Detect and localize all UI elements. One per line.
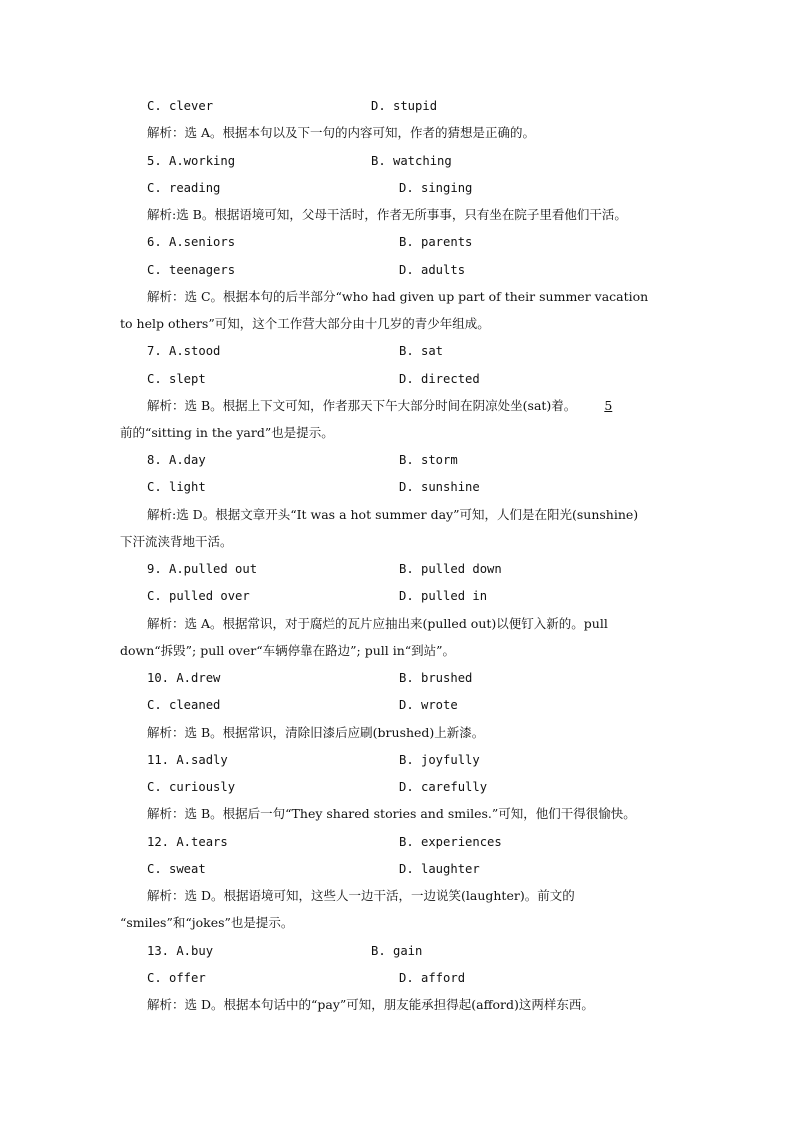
explanation-text: 解析：选 B。根据后一句“They shared stories and smiles.”可知，他们干得很愉快。	[147, 806, 636, 821]
blank-number: 5	[604, 398, 613, 413]
option-b: B. storm	[399, 453, 458, 467]
option-d: D. directed	[399, 372, 480, 386]
explanation-text-main: 解析：选 B。根据上下文可知，作者那天下午大部分时间在阴凉处坐(sat)着。	[147, 398, 577, 413]
explanation-text: 解析：选 A。根据常识，对于腐烂的瓦片应抽出来(pulled out)以便钉入新的。pull	[147, 616, 608, 631]
option-b: B. watching	[371, 154, 452, 168]
option-c: C. light	[147, 480, 206, 494]
option-b: B. pulled down	[399, 562, 502, 576]
option-d: D. laughter	[399, 862, 480, 876]
option-b: B. gain	[371, 944, 423, 958]
option-c: C. pulled over	[147, 589, 250, 603]
option-d: D. pulled in	[399, 589, 488, 603]
question-option-a: 11. A.sadly	[147, 753, 228, 767]
explanation-text: 解析：选 B。根据常识，清除旧漆后应刷(brushed)上新漆。	[147, 725, 485, 740]
option-c: C. teenagers	[147, 263, 236, 277]
option-b: B. joyfully	[399, 753, 480, 767]
option-d: D. carefully	[399, 780, 488, 794]
option-c: C. slept	[147, 372, 206, 386]
question-option-a: 7. A.stood	[147, 344, 221, 358]
option-b: B. experiences	[399, 835, 502, 849]
option-c: C. offer	[147, 971, 206, 985]
option-d: D. singing	[399, 181, 473, 195]
explanation-text: 解析:选 D。根据文章开头“It was a hot summer day”可知，人们是在阳光(sunshine)	[147, 507, 639, 522]
question-option-a: 10. A.drew	[147, 671, 221, 685]
option-b: B. sat	[399, 344, 444, 358]
explanation-text: 解析:选 B。根据语境可知，父母干活时，作者无所事事，只有坐在院子里看他们干活。	[147, 207, 627, 222]
explanation-text: 解析：选 C。根据本句的后半部分“who had given up part of their summer vacation	[147, 289, 649, 304]
question-option-a: 12. A.tears	[147, 835, 228, 849]
explanation-text-cont: to help others”可知，这个工作营大部分由十几岁的青少年组成。	[120, 316, 490, 331]
explanation-text-cont: 下汗流浃背地干活。	[120, 534, 233, 549]
explanation-text	[147, 397, 619, 415]
option-d: D. wrote	[399, 698, 458, 712]
explanation-text: 解析：选 A。根据本句以及下一句的内容可知，作者的猜想是正确的。	[147, 125, 536, 140]
explanation-text: 解析：选 D。根据语境可知，这些人一边干活，一边说笑(laughter)。前文的	[147, 888, 575, 903]
explanation-text-cont: 前的“sitting in the yard”也是提示。	[120, 425, 334, 440]
option-c: C. sweat	[147, 862, 206, 876]
option-c: C. curiously	[147, 780, 236, 794]
option-d: D. stupid	[371, 99, 438, 113]
option-b: B. parents	[399, 235, 473, 249]
option-d: D. sunshine	[399, 480, 480, 494]
question-option-a: 6. A.seniors	[147, 235, 236, 249]
option-c: C. clever	[147, 99, 214, 113]
option-c: C. reading	[147, 181, 221, 195]
question-option-a: 5. A.working	[147, 154, 236, 168]
explanation-text-cont: down“拆毁”; pull over“车辆停靠在路边”; pull in“到站”。	[120, 643, 456, 658]
explanation-text: 解析：选 D。根据本句话中的“pay”可知，朋友能承担得起(afford)这两样东西。	[147, 997, 594, 1012]
question-option-a: 13. A.buy	[147, 944, 214, 958]
option-b: B. brushed	[399, 671, 473, 685]
question-option-a: 8. A.day	[147, 453, 206, 467]
explanation-text-cont: “smiles”和“jokes”也是提示。	[120, 915, 294, 930]
question-option-a: 9. A.pulled out	[147, 562, 258, 576]
option-c: C. cleaned	[147, 698, 221, 712]
option-d: D. adults	[399, 263, 466, 277]
option-d: D. afford	[399, 971, 466, 985]
